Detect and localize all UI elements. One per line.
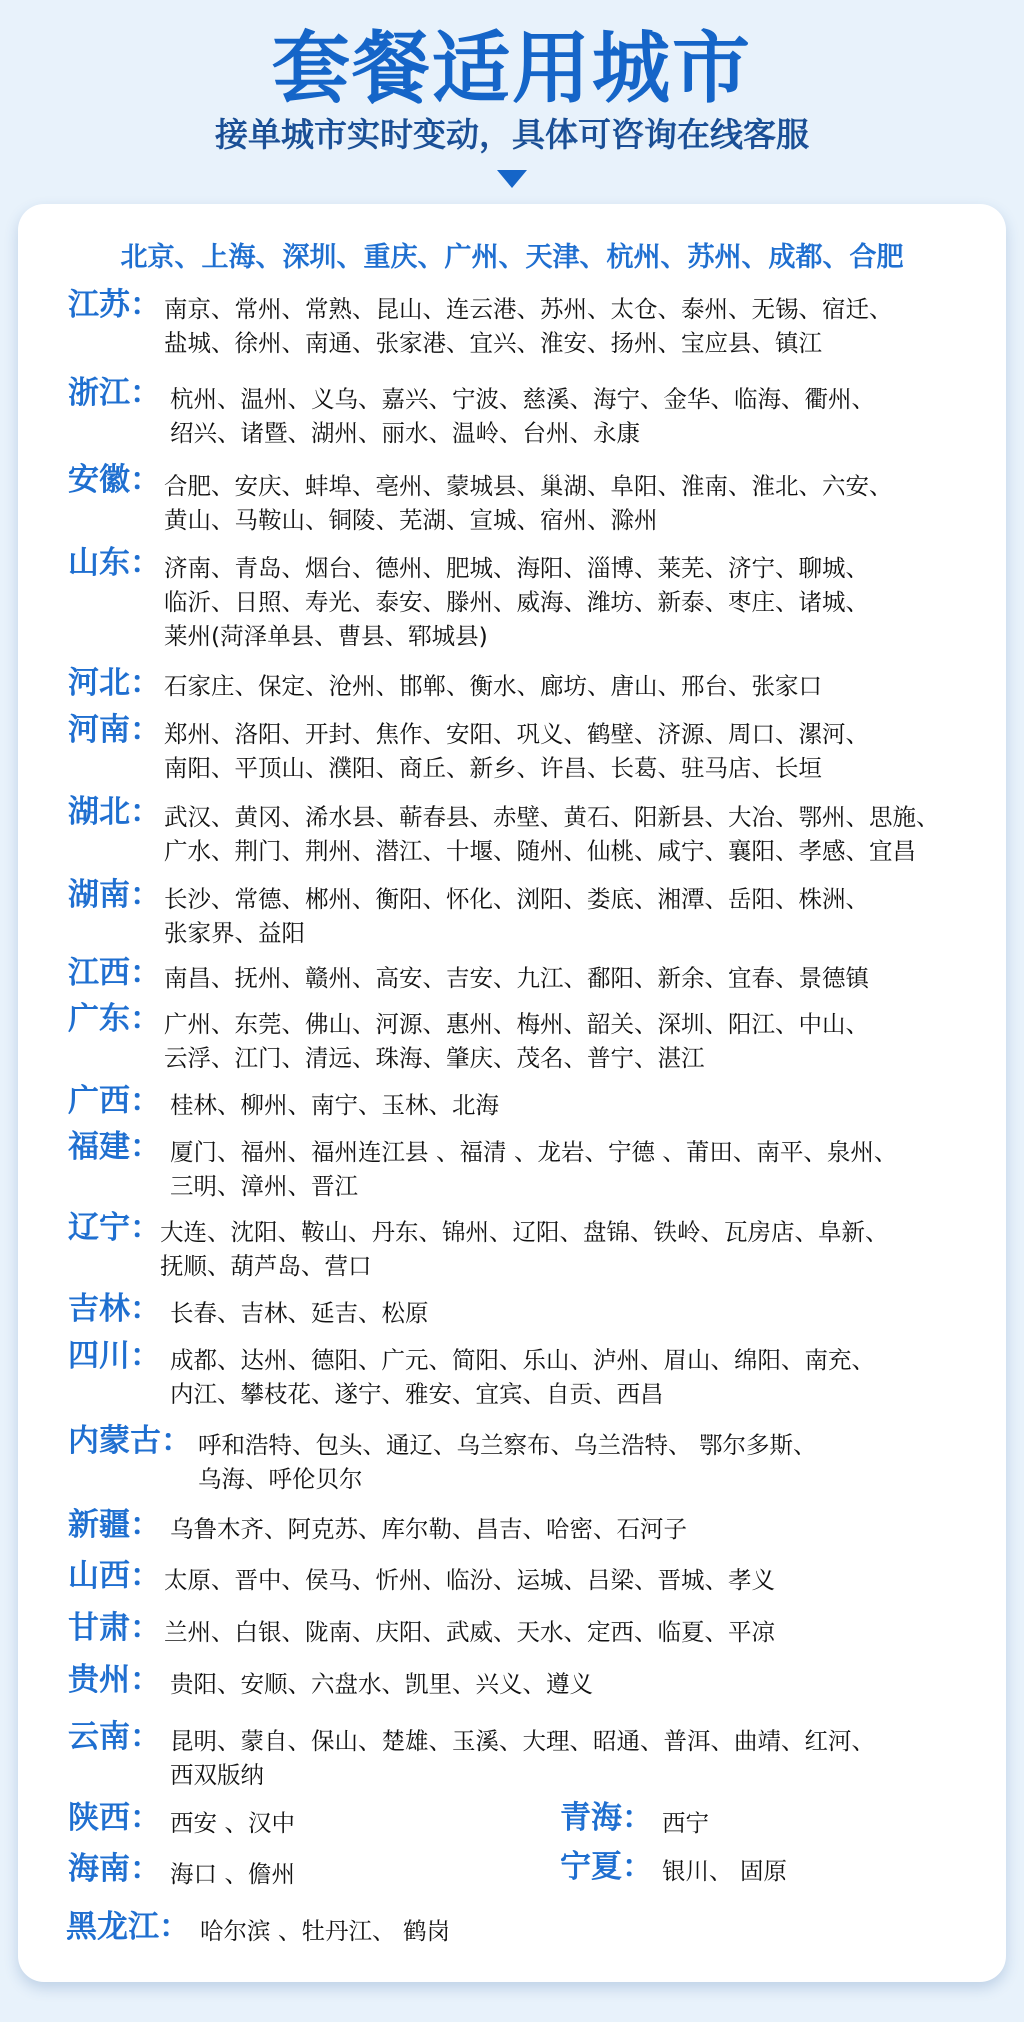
city-line: 三明、漳州、晋江 bbox=[170, 1172, 358, 1200]
province-cities bbox=[164, 469, 984, 537]
city-line: 昆明、蒙自、保山、楚雄、玉溪、大理、昭通、普洱、曲靖、红河、 bbox=[170, 1727, 875, 1755]
province-cities bbox=[164, 669, 984, 703]
province-name: 河北： bbox=[68, 665, 161, 701]
city-line: 内江、攀枝花、遂宁、雅安、宜宾、自贡、西昌 bbox=[170, 1380, 664, 1408]
province-cities bbox=[170, 1135, 990, 1203]
province-name: 河南： bbox=[68, 712, 161, 748]
city-line: 乌鲁木齐、阿克苏、库尔勒、昌吉、哈密、石河子 bbox=[170, 1515, 687, 1543]
province-cities bbox=[164, 961, 984, 995]
city-line: 西宁 bbox=[662, 1809, 709, 1837]
province-name: 新疆： bbox=[68, 1507, 161, 1543]
province-cities bbox=[170, 1667, 990, 1701]
province-name: 江苏： bbox=[68, 287, 161, 323]
province-cities bbox=[170, 1343, 990, 1411]
province-name: 贵州： bbox=[68, 1662, 161, 1698]
city-line: 合肥、安庆、蚌埠、亳州、蒙城县、巢湖、阜阳、淮南、淮北、六安、 bbox=[164, 472, 893, 500]
city-line: 厦门、福州、福州连江县 、福清 、龙岩、宁德 、莆田、南平、泉州、 bbox=[170, 1138, 898, 1166]
province-name: 湖北： bbox=[68, 794, 161, 830]
city-line: 兰州、白银、陇南、庆阳、武威、天水、定西、临夏、平凉 bbox=[164, 1618, 775, 1646]
province-name: 辽宁： bbox=[68, 1210, 161, 1246]
province-name: 宁夏： bbox=[560, 1849, 653, 1885]
city-line: 银川、 固原 bbox=[662, 1857, 787, 1885]
city-line: 西双版纳 bbox=[170, 1761, 264, 1789]
city-line: 郑州、洛阳、开封、焦作、安阳、巩义、鹤壁、济源、周口、漯河、 bbox=[164, 720, 869, 748]
province-cities bbox=[164, 551, 984, 653]
province-name: 广东： bbox=[68, 1001, 161, 1037]
city-line: 呼和浩特、包头、通辽、乌兰察布、乌兰浩特、 鄂尔多斯、 bbox=[198, 1431, 817, 1459]
province-cities bbox=[170, 1512, 990, 1546]
province-cities bbox=[200, 1914, 1020, 1948]
province-cities bbox=[662, 1806, 1024, 1840]
city-line: 武汉、黄冈、浠水县、蕲春县、赤壁、黄石、阳新县、大冶、鄂州、思施、 bbox=[164, 803, 940, 831]
province-name: 云南： bbox=[68, 1719, 161, 1755]
city-line: 贵阳、安顺、六盘水、凯里、兴义、遵义 bbox=[170, 1670, 593, 1698]
province-name: 江西： bbox=[68, 955, 161, 991]
province-name: 安徽： bbox=[68, 462, 161, 498]
province-cities bbox=[160, 1215, 980, 1283]
city-line: 大连、沈阳、鞍山、丹东、锦州、辽阳、盘锦、铁岭、瓦房店、阜新、 bbox=[160, 1218, 889, 1246]
province-name: 福建： bbox=[68, 1129, 161, 1165]
city-line: 南京、常州、常熟、昆山、连云港、苏州、太仓、泰州、无锡、宿迁、 bbox=[164, 295, 893, 323]
city-line: 盐城、徐州、南通、张家港、宜兴、淮安、扬州、宝应县、镇江 bbox=[164, 329, 822, 357]
province-cities bbox=[198, 1428, 1018, 1496]
city-line: 西安 、汉中 bbox=[170, 1809, 295, 1837]
city-line: 黄山、马鞍山、铜陵、芜湖、宣城、宿州、滁州 bbox=[164, 506, 658, 534]
city-line: 成都、达州、德阳、广元、简阳、乐山、泸州、眉山、绵阳、南充、 bbox=[170, 1346, 875, 1374]
province-name: 山西： bbox=[68, 1558, 161, 1594]
city-line: 云浮、江门、清远、珠海、肇庆、茂名、普宁、湛江 bbox=[164, 1044, 705, 1072]
city-line: 抚顺、葫芦岛、营口 bbox=[160, 1252, 372, 1280]
city-line: 长春、吉林、延吉、松原 bbox=[170, 1299, 429, 1327]
province-name: 浙江： bbox=[68, 375, 161, 411]
province-cities bbox=[164, 717, 984, 785]
city-line: 广州、东莞、佛山、河源、惠州、梅州、韶关、深圳、阳江、中山、 bbox=[164, 1010, 869, 1038]
city-line: 石家庄、保定、沧州、邯郸、衡水、廊坊、唐山、邢台、张家口 bbox=[164, 672, 822, 700]
province-cities bbox=[164, 1007, 984, 1075]
province-name: 甘肃： bbox=[68, 1610, 161, 1646]
city-line: 临沂、日照、寿光、泰安、滕州、威海、潍坊、新泰、枣庄、诸城、 bbox=[164, 588, 869, 616]
city-line: 乌海、呼伦贝尔 bbox=[198, 1465, 363, 1493]
province-name: 广西： bbox=[68, 1083, 161, 1119]
province-cities bbox=[170, 1088, 990, 1122]
city-line: 南昌、抚州、赣州、高安、吉安、九江、鄱阳、新余、宜春、景德镇 bbox=[164, 964, 869, 992]
top-cities: 北京、上海、深圳、重庆、广州、天津、杭州、苏州、成都、合肥 bbox=[120, 242, 904, 273]
city-line: 广水、荆门、荆州、潜江、十堰、随州、仙桃、咸宁、襄阳、孝感、宜昌 bbox=[164, 837, 916, 865]
province-name: 吉林： bbox=[68, 1291, 161, 1327]
province-name: 黑龙江： bbox=[66, 1909, 190, 1945]
province-name: 山东： bbox=[68, 545, 161, 581]
down-arrow-icon bbox=[497, 170, 527, 188]
province-name: 海南： bbox=[68, 1851, 161, 1887]
province-cities bbox=[164, 882, 984, 950]
province-cities bbox=[164, 292, 984, 360]
province-cities bbox=[170, 1724, 990, 1792]
city-line: 海口 、儋州 bbox=[170, 1860, 295, 1888]
province-name: 陕西： bbox=[68, 1800, 161, 1836]
city-line: 桂林、柳州、南宁、玉林、北海 bbox=[170, 1091, 499, 1119]
province-name: 湖南： bbox=[68, 877, 161, 913]
province-cities bbox=[164, 1615, 984, 1649]
province-cities bbox=[164, 1563, 984, 1597]
page-subtitle: 接单城市实时变动，具体可咨询在线客服 bbox=[215, 115, 809, 154]
city-line: 哈尔滨 、牡丹江、 鹤岗 bbox=[200, 1917, 450, 1945]
province-cities bbox=[164, 800, 984, 868]
city-line: 长沙、常德、郴州、衡阳、怀化、浏阳、娄底、湘潭、岳阳、株洲、 bbox=[164, 885, 869, 913]
city-line: 济南、青岛、烟台、德州、肥城、海阳、淄博、莱芜、济宁、聊城、 bbox=[164, 554, 869, 582]
province-cities bbox=[662, 1854, 1024, 1888]
page-title: 套餐适用城市 bbox=[271, 24, 752, 114]
city-line: 太原、晋中、侯马、忻州、临汾、运城、吕梁、晋城、孝义 bbox=[164, 1566, 775, 1594]
province-name: 青海： bbox=[560, 1800, 653, 1836]
city-line: 莱州(菏泽单县、曹县、郓城县) bbox=[164, 622, 488, 650]
city-line: 张家界、益阳 bbox=[164, 919, 305, 947]
province-name: 内蒙古： bbox=[68, 1423, 192, 1459]
province-cities bbox=[170, 1296, 990, 1330]
city-line: 南阳、平顶山、濮阳、商丘、新乡、许昌、长葛、驻马店、长垣 bbox=[164, 754, 822, 782]
province-name: 四川： bbox=[68, 1338, 161, 1374]
city-line: 杭州、温州、义乌、嘉兴、宁波、慈溪、海宁、金华、临海、衢州、 bbox=[170, 385, 875, 413]
city-line: 绍兴、诸暨、湖州、丽水、温岭、台州、永康 bbox=[170, 419, 640, 447]
province-cities bbox=[170, 382, 990, 450]
